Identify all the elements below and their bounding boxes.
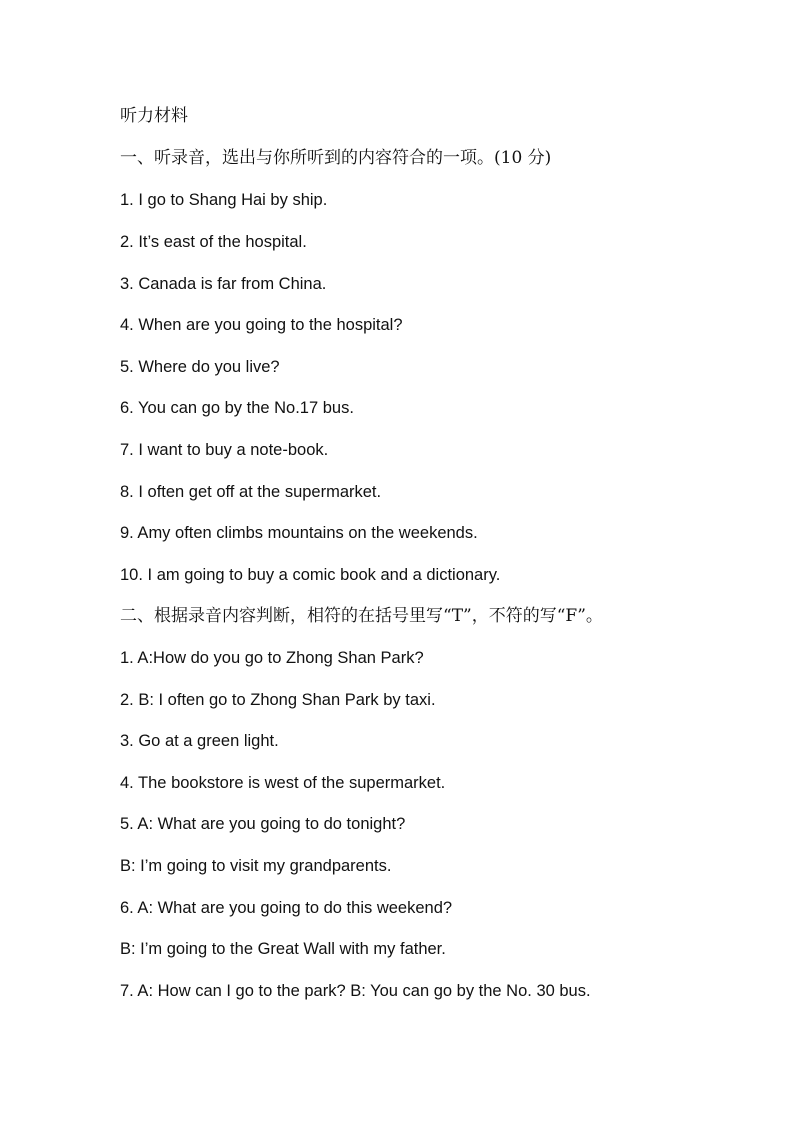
section1-item: 2. It’s east of the hospital. bbox=[120, 233, 307, 251]
section1-item: 9. Amy often climbs mountains on the weekends. bbox=[120, 524, 478, 542]
section1-item: 4. When are you going to the hospital? bbox=[120, 316, 403, 334]
section2-item: 6. A: What are you going to do this weekend? bbox=[120, 899, 453, 917]
section2-item: 7. A: How can I go to the park? B: You can go by the No. 30 bus. bbox=[120, 982, 591, 1000]
section2-item: 2. B: I often go to Zhong Shan Park by taxi. bbox=[120, 691, 436, 709]
section2-item: 4. The bookstore is west of the supermarket. bbox=[120, 774, 446, 792]
section1-item: 10. I am going to buy a comic book and a dictionary. bbox=[120, 566, 501, 584]
document-title: 听力材料 bbox=[120, 106, 188, 126]
section1-heading: 一、听录音，选出与你所听到的内容符合的一项。(10 分) bbox=[120, 148, 552, 168]
section2-item: B: I’m going to visit my grandparents. bbox=[120, 857, 392, 875]
section2-item: 1. A:How do you go to Zhong Shan Park? bbox=[120, 649, 424, 667]
section1-item: 3. Canada is far from China. bbox=[120, 275, 327, 293]
section1-item: 8. I often get off at the supermarket. bbox=[120, 483, 382, 501]
section1-item: 7. I want to buy a note-book. bbox=[120, 441, 329, 459]
section2-heading: 二、根据录音内容判断，相符的在括号里写“T”，不符的写“F”。 bbox=[120, 606, 603, 626]
section2-item: B: I’m going to the Great Wall with my father. bbox=[120, 940, 446, 958]
section2-item: 5. A: What are you going to do tonight? bbox=[120, 815, 406, 833]
section1-item: 5. Where do you live? bbox=[120, 358, 280, 376]
section2-item: 3. Go at a green light. bbox=[120, 732, 279, 750]
section1-item: 6. You can go by the No.17 bus. bbox=[120, 399, 354, 417]
section1-item: 1. I go to Shang Hai by ship. bbox=[120, 191, 328, 209]
